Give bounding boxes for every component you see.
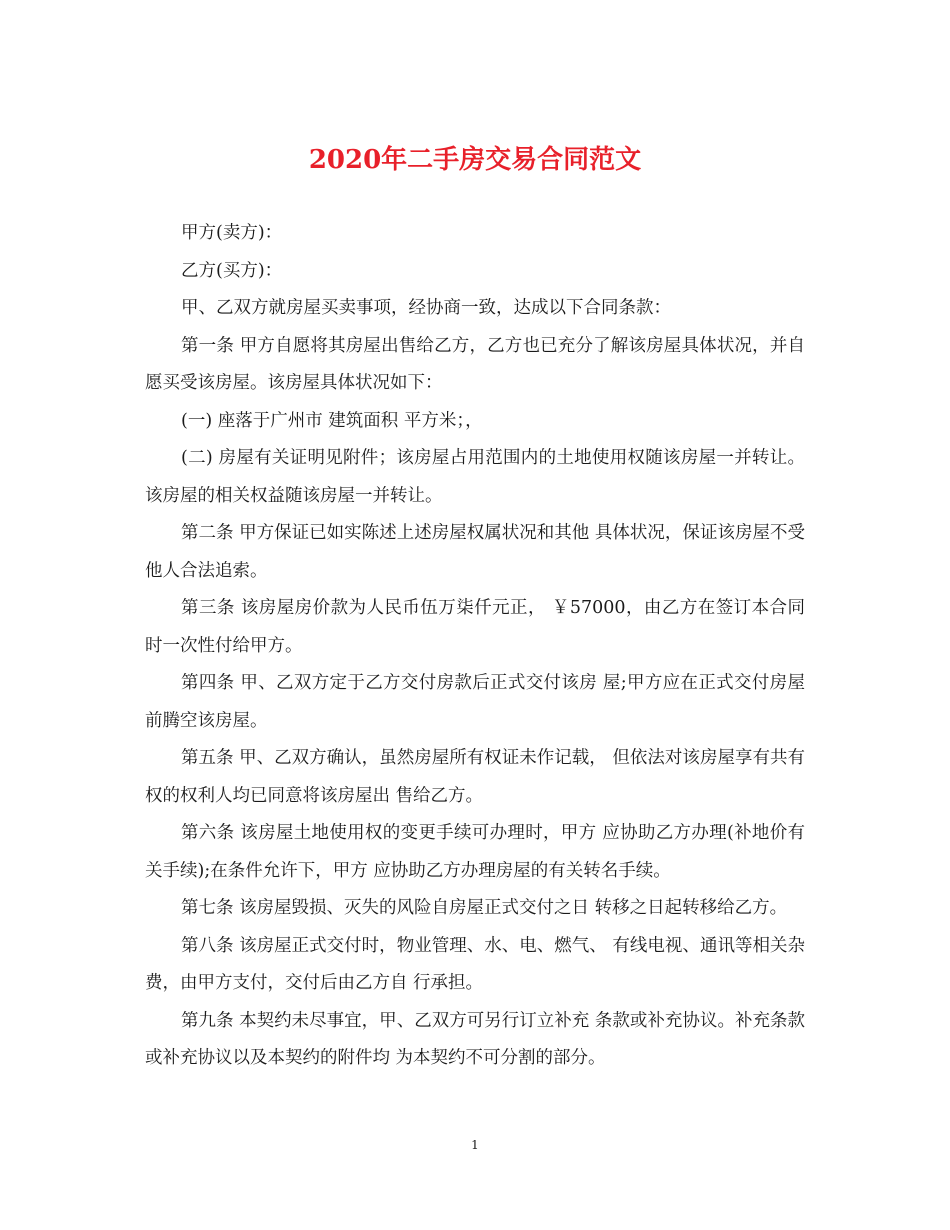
- article-7: 第七条 该房屋毁损、灭失的风险自房屋正式交付之日 转移之日起转移给乙方。: [181, 898, 788, 918]
- article-9: 第九条 本契约未尽事宜，甲、乙双方可另行订立补充 条款或补充协议。补充条款或补充协议以及本契约的附件均 为本契约不可分割的部分。: [145, 1010, 805, 1068]
- article-2: 第二条 甲方保证已如实陈述上述房屋权属状况和其他 具体状况，保证该房屋不受他人合法追索。: [145, 523, 805, 581]
- document-title: 2020年二手房交易合同范文: [308, 145, 642, 175]
- article-1: 第一条 甲方自愿将其房屋出售给乙方，乙方也已充分了解该房屋具体状况，并自愿买受该房屋。该房屋具体状况如下：: [145, 335, 805, 393]
- article-1-item-2: (二) 房屋有关证明见附件；该房屋占用范围内的土地使用权随该房屋一并转让。 该房屋的相关权益随该房屋一并转让。: [145, 448, 805, 506]
- article-3: 第三条 该房屋房价款为人民币伍万柒仟元正， ￥57000，由乙方在签订本合同时一次性付给甲方。: [145, 598, 805, 656]
- article-5: 第五条 甲、乙双方确认，虽然房屋所有权证未作记载， 但依法对该房屋享有共有权的权利人均已同意将该房屋出 售给乙方。: [145, 748, 805, 806]
- intro-paragraph: 甲、乙双方就房屋买卖事项，经协商一致，达成以下合同条款：: [181, 298, 671, 318]
- article-8: 第八条 该房屋正式交付时，物业管理、水、电、燃气、 有线电视、通讯等相关杂费，由甲方支付，交付后由乙方自 行承担。: [145, 935, 805, 993]
- document-body: [145, 215, 805, 1078]
- party-b-line: 乙方(买方)：: [181, 260, 283, 281]
- party-a-line: 甲方(卖方)：: [181, 223, 283, 243]
- article-4: 第四条 甲、乙双方定于乙方交付房款后正式交付该房 屋;甲方应在正式交付房屋前腾空该房屋。: [145, 673, 805, 731]
- article-6: 第六条 该房屋土地使用权的变更手续可办理时，甲方 应协助乙方办理(补地价有关手续);在条件允许下，甲方 应协助乙方办理房屋的有关转名手续。: [145, 823, 805, 881]
- page-number: 1: [471, 1138, 479, 1152]
- article-1-item-1: (一) 座落于广州市 建筑面积 平方米；，: [181, 410, 483, 431]
